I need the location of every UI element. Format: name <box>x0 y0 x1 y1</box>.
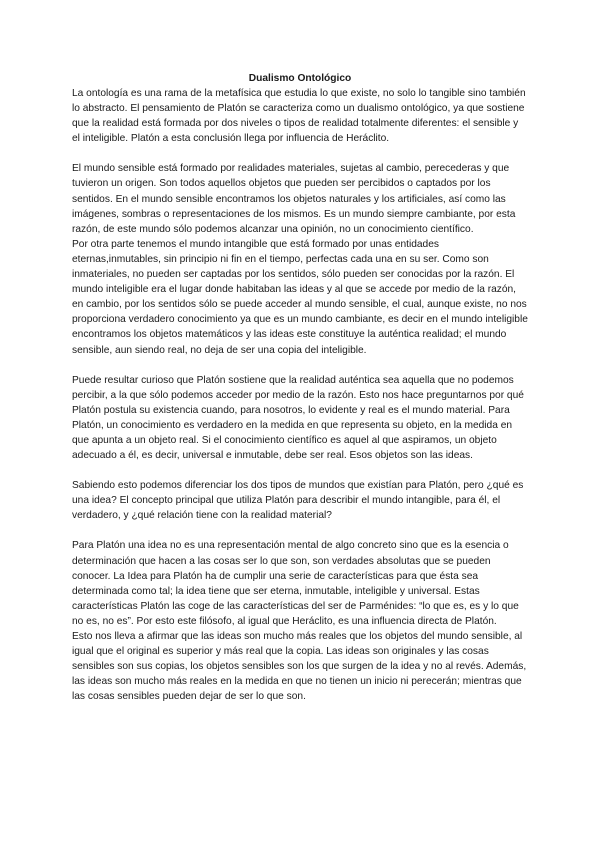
paragraph-spacer <box>72 358 528 373</box>
document-page <box>72 71 528 704</box>
document-title: Dualismo Ontológico <box>248 73 352 84</box>
paragraph-ideas-more-real: Esto nos lleva a afirmar que las ideas son mucho más reales que los objetos del mundo sensible, al igual que el original es superior y más real que la copia. Las ideas son originales y las cosas sensibles son sus copias, los objetos sensibles son los que surgen de la idea y no al revés. Además, las ideas son mucho más reales en la medida en que no tienen un inicio ni perecerán; mientras que las cosas sensibles pueden dejar de ser lo que son. <box>72 631 527 703</box>
paragraph-what-is-idea: Sabiendo esto podemos diferenciar los dos tipos de mundos que existían para Platón, pero ¿qué es una idea? El concepto principal que utiliza Platón para describir el mundo intangible, para él, el verdadero, y ¿qué relación tiene con la realidad material? <box>72 480 524 522</box>
paragraph-sensible-world: El mundo sensible está formado por realidades materiales, sujetas al cambio, perecederas y que tuvieron un origen. Son todos aquellos objetos que pueden ser percibidos o captados por los sentidos. En el mundo sensible encontramos los objetos naturales y los artificiales, así como las imágenes, sombras o representaciones de los mismos. Es un mundo siempre cambiante, por esta razón, de este mundo sólo podemos alcanzar una opinión, no un conocimiento científico. <box>72 163 516 235</box>
paragraph-authentic-reality: Puede resultar curioso que Platón sostiene que la realidad auténtica sea aquella que no podemos percibir, a la que sólo podemos acceder por medio de la razón. Esto nos hace preguntarnos por qué Platón postula su existencia cuando, para nosotros, lo evidente y real es el mundo material. Para Platón, un conocimiento es verdadero en la medida en que representa su objeto, en la medida en que apunta a un objeto real. Si el conocimiento científico es aquel al que aspiramos, un objeto adecuado a él, es decir, universal e inmutable, debe ser real. Esos objetos son las ideas. <box>72 374 524 462</box>
paragraph-idea-definition: Para Platón una idea no es una representación mental de algo concreto sino que es la esencia o determinación que hacen a las cosas ser lo que son, son verdades absolutas que se pueden conocer. La Idea para Platón ha de cumplir una serie de características para que ésta sea determinada como tal; la idea tiene que ser eterna, inmutable, inteligible y universal. Estas características Platón las coge de las características del ser de Parménides: “lo que es, es y lo que no es, no es”. Por esto este filósofo, al igual que Heráclito, es una influencia directa de Platón. <box>72 540 519 627</box>
paragraph-ontology-intro: La ontología es una rama de la metafísica que estudia lo que existe, no solo lo tangible sino también lo abstracto. El pensamiento de Platón se caracteriza como un dualismo ontológico, ya que sostiene que la realidad está formada por dos niveles o tipos de realidad totalmente diferentes: el sensible y el inteligible. Platón a esta conclusión llega por influencia de Heráclito. <box>72 88 526 145</box>
paragraph-intelligible-world: Por otra parte tenemos el mundo intangible que está formado por unas entidades eternas,inmutables, sin principio ni fin en el tiempo, perfectas cada una en su ser. Como son inmateriales, no pueden ser captadas por los sentidos, sólo pueden ser conocidas por la razón. El mundo inteligible era el lugar donde habitaban las ideas y al que se accede por medio de la razón, en cambio, por los sentidos sólo se puede acceder al mundo sensible, el cual, aunque existe, no nos proporciona verdadero conocimiento ya que es un mundo cambiante, es decir en el mundo inteligible encontramos los objetos matemáticos y las ideas este constituye la auténtica realidad; el mundo sensible, aun siendo real, no deja de ser una copia del inteligible. <box>72 238 528 356</box>
paragraph-spacer <box>72 523 528 538</box>
paragraph-spacer <box>72 146 528 161</box>
paragraph-spacer <box>72 463 528 478</box>
